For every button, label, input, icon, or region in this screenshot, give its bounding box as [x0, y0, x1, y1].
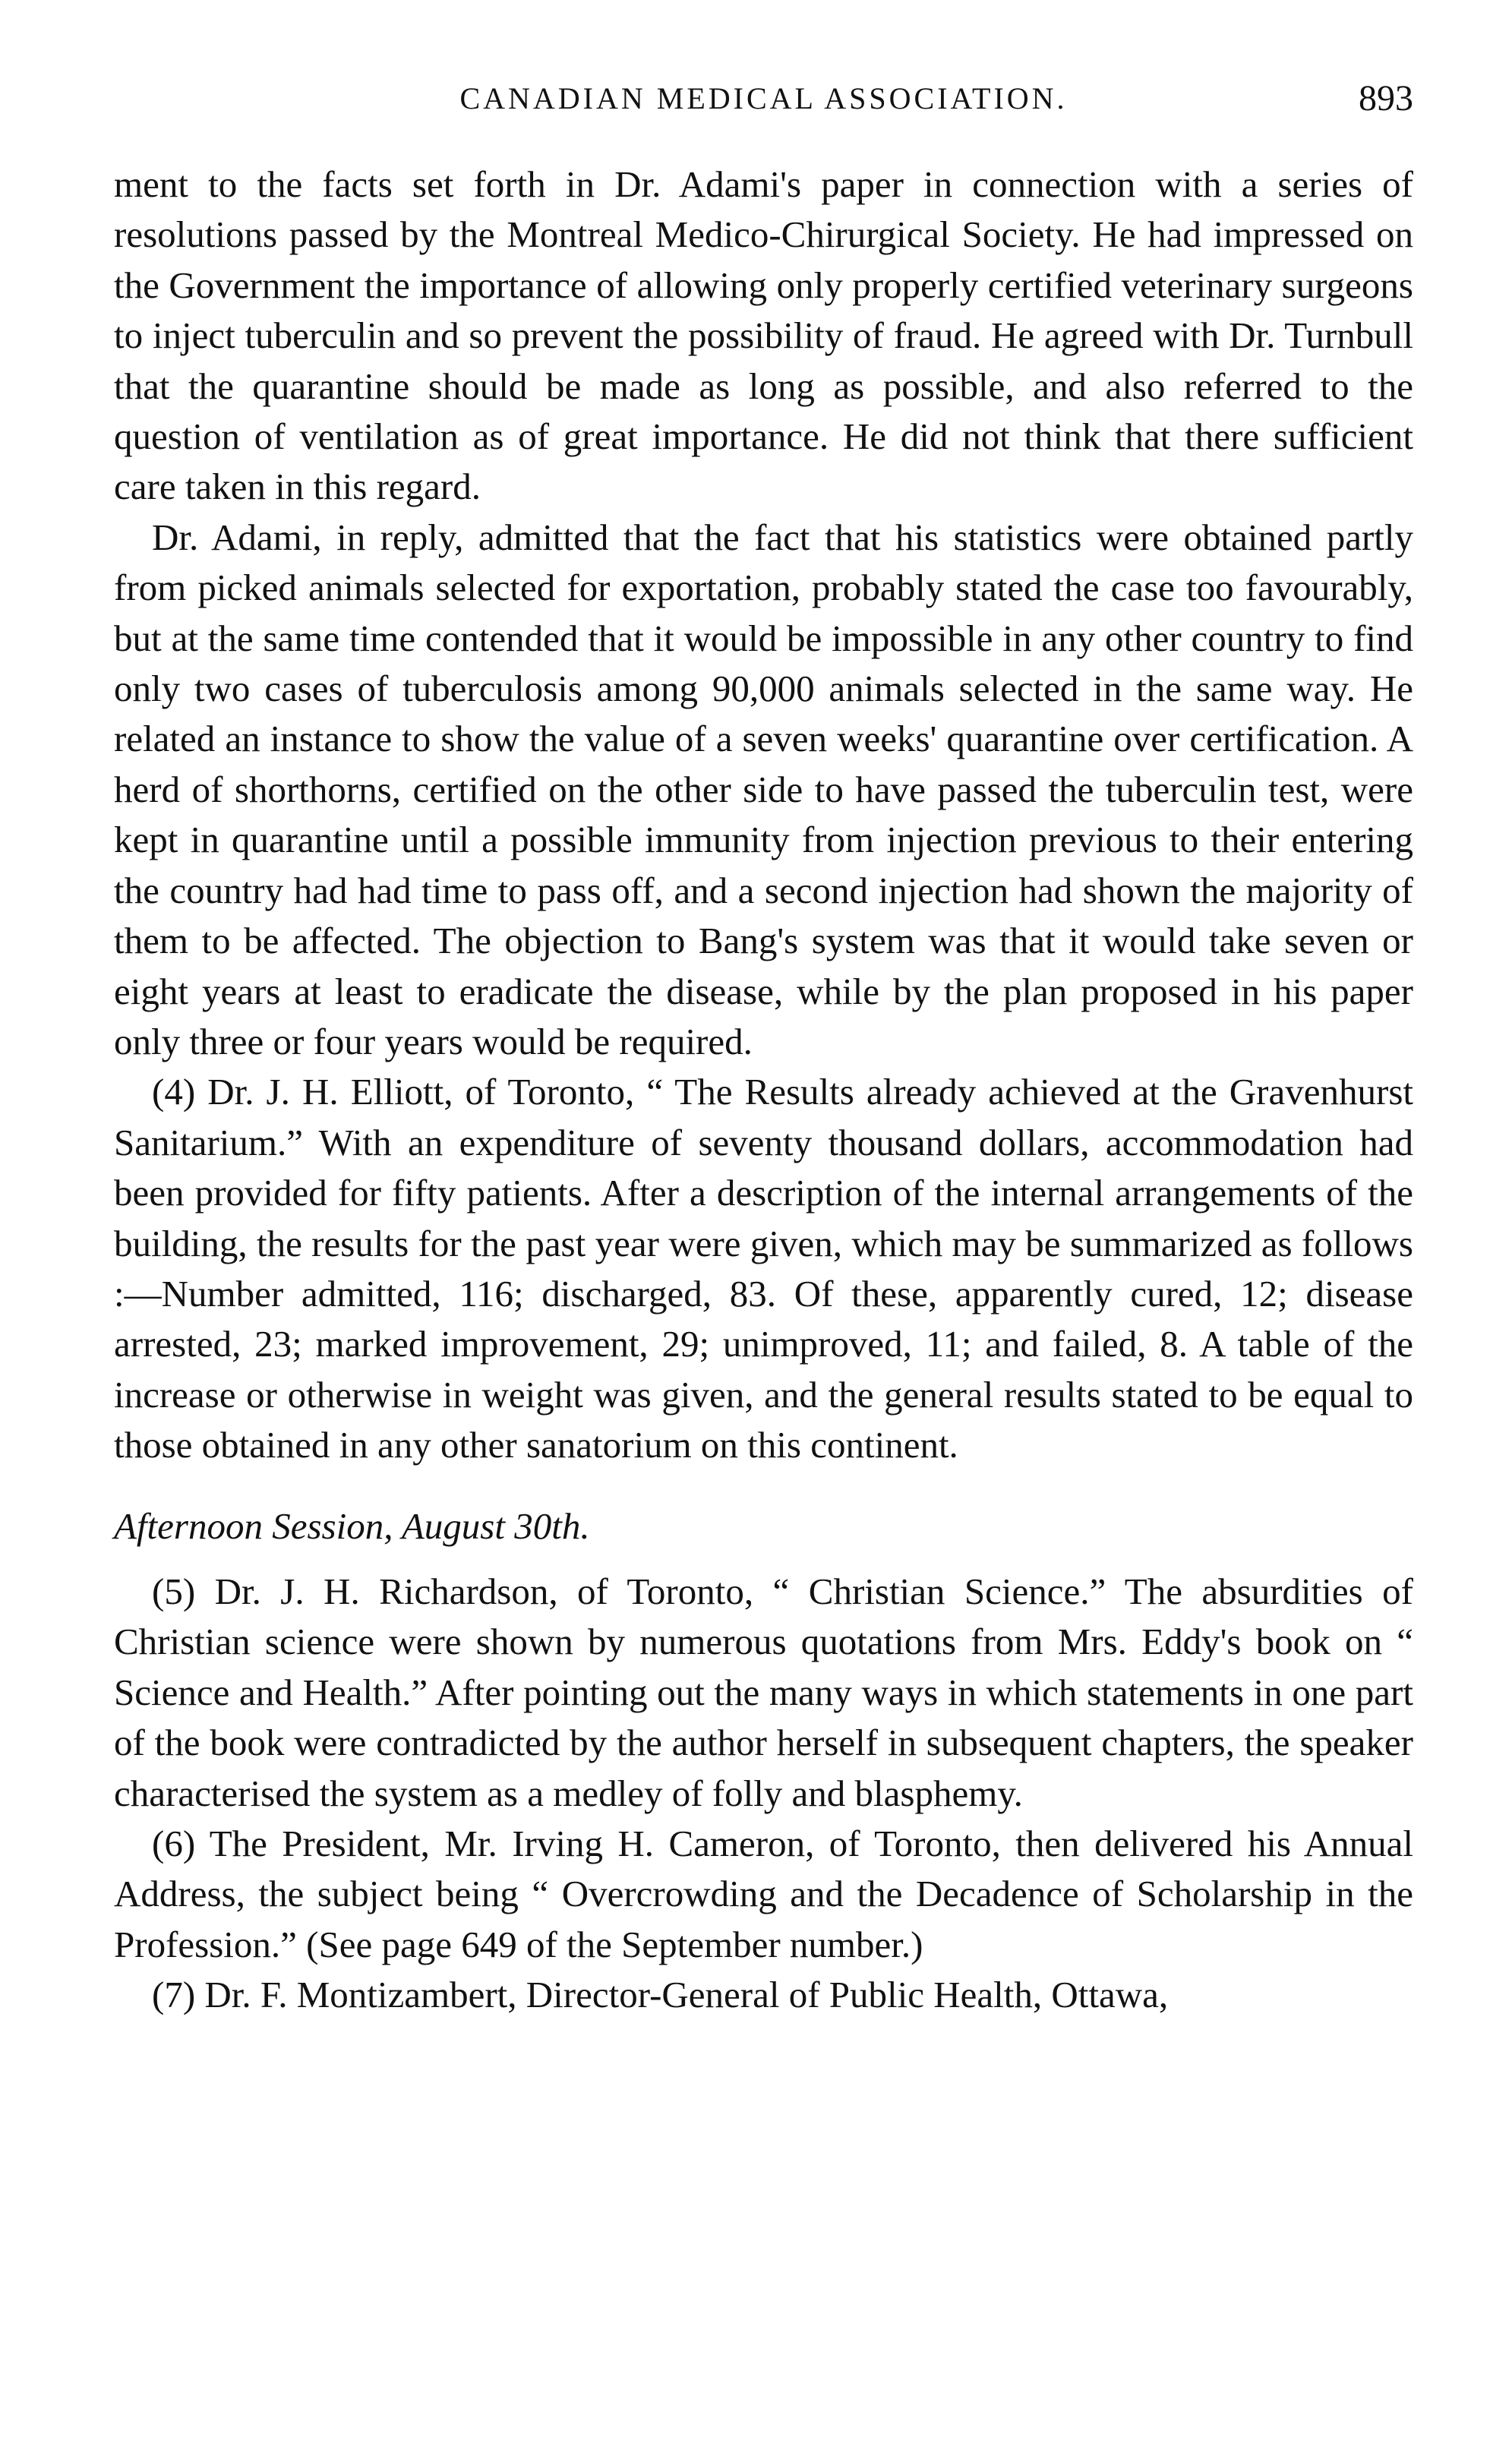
paragraph-adami-reply: Dr. Adami, in reply, admitted that the fact that his statistics were obtained partly from picked animals selected for exportation, probably stated the case too favourably, but at the same time contended that it would be impossible in any other country to find only two cases of tuberculosis among 90,000 animals selected in the same way. He related an instance to show the value of a seven weeks' quarantine over certification. A herd of shorthorns, certified on the other side to have passed the tuberculin test, were kept in quarantine until a possible immunity from injection previous to their entering the country had had time to pass off, and a second injection had shown the majority of them to be affected. The objection to Bang's system was that it would take seven or eight years at least to eradicate the disease, while by the plan proposed in his paper only three or four years would be required.	[114, 516, 1413, 1062]
paragraph-elliott-gravenhurst: (4) Dr. J. H. Elliott, of Toronto, “ The Results already achieved at the Gravenhurst Sanitarium.” With an expenditure of seventy thousand dollars, accommodation had been provided for fifty patients. After a description of the internal arrangements of the building, the results for the past year were given, which may be summarized as follows :—Number admitted, 116; discharged, 83. Of these, apparently cured, 12; disease arrested, 23; marked improvement, 29; unimproved, 11; and failed, 8. A table of the increase or otherwise in weight was given, and the general results stated to be equal to those obtained in any other sanatorium on this continent.	[114, 1071, 1413, 1466]
paragraph-montizambert: (7) Dr. F. Montizambert, Director-General of Public Health, Ottawa,	[152, 1974, 1169, 2016]
paragraph-president-address: (6) The President, Mr. Irving H. Cameron, of Toronto, then delivered his Annual Address, the subject being “ Overcrowding and the Decadence of Scholarship in the Profession.” (See page 649 of the September number.)	[114, 1823, 1413, 1965]
running-head	[114, 76, 1413, 129]
paragraph-continuation: ment to the facts set forth in Dr. Adami's paper in connection with a series of resolutions passed by the Montreal Medico-Chirurgical Society. He had impressed on the Government the importance of allowing only properly certified veterinary surgeons to inject tuberculin and so prevent the possibility of fraud. He agreed with Dr. Turnbull that the quarantine should be made as long as possible, and also referred to the question of ventilation as of great importance. He did not think that there sufficient care taken in this regard.	[114, 163, 1413, 508]
running-title: CANADIAN MEDICAL ASSOCIATION.	[459, 81, 1068, 115]
paragraph-richardson-christian-science: (5) Dr. J. H. Richardson, of Toronto, “ Christian Science.” The absurdities of Christian science were shown by numerous quotations from Mrs. Eddy's book on “ Science and Health.” After pointing out the many ways in which statements in one part of the book were contradicted by the author herself in subsequent chapters, the speaker characterised the system as a medley of folly and blasphemy.	[114, 1570, 1413, 1814]
body-text	[114, 159, 1413, 2021]
page-number: 893	[1359, 78, 1413, 118]
session-heading: Afternoon Session, August 30th.	[114, 1504, 590, 1547]
